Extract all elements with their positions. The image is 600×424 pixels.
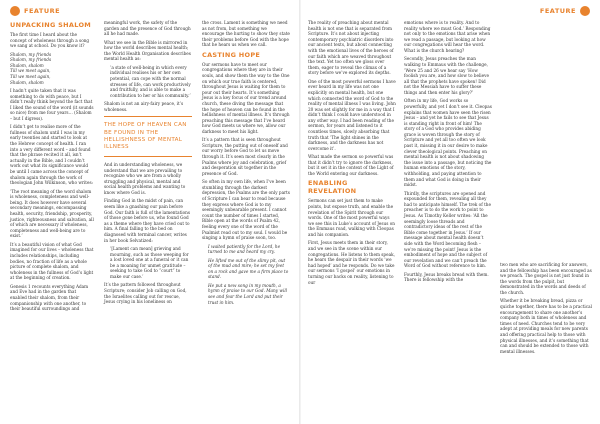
pull-quote: THE HOPE OF HEAVEN CAN BE FOUND IN THE HELLISHNESS OF MENTAL ILLNESS — [104, 116, 192, 157]
lyric-line: Shalom, my friends — [10, 51, 52, 57]
paragraph: emotions where is to reality. And to reality where we must God.’ Responding not only to the emotions that arise when we read a passage, but looking at how our congregations will hear the word. What is the church hearing? — [404, 20, 491, 53]
paragraph: It’s the pattern followed throughout Scripture; consider Job calling on God, the Israelites calling out for rescue, Jesus crying in his loneliness on — [104, 282, 187, 305]
left-column-3 — [202, 20, 290, 308]
paragraph: Our sermons have to meet our congregations where they are in their souls, and show them the way to the One on which our true faith is centered, throughout Jesus is waiting for them to pour out their hearts. It’s something Jesus is a key focus of our trend around church, these diving the message that the hope of heaven can be found in the hellishness of mental illness. It’s through preaching this message that I’ve heard how God meets us where we, allow our darkness to meet his light. — [202, 61, 290, 134]
right-column-3 — [500, 262, 592, 357]
paragraph: Sermons can set just them to make points, but expose truth, and enable the revelation of the Spirit through our words. One of the most powerful ways we see this in Luke’s account of Jesus on the Emmaus road, walking with Cleopas and his companion. — [308, 198, 395, 237]
paragraph: Often in my life, God works so powerfully, and yet I don’t see it. Cleopas explains that women have seen the risen Jesus – and yet he fails to see that Jesus is standing right in front of him! The story of a God who provides abiding grace is woven through the story of Scripture and yet all too often we look past it, missing it in our desire to make clever theological points. Preaching on mental health is not about shadowing the issue into a passage, but noticing the human emotions of the story, withholding, and paying attention to them and what God is doing in their midst. — [404, 98, 492, 188]
right-page-header — [540, 6, 590, 16]
paragraph: meaningful work, the safety of the garden and the presence of God through all he had made. — [104, 20, 191, 37]
psalm-quote: He put a new song in my mouth, a hymn of praise to our God. Many will see and fear the Lord and put their trust in him. — [208, 282, 288, 305]
lyric-line: Till we meet again, — [10, 68, 51, 74]
paragraph: I didn’t get to realise more of the fullness of shalom until I was in my early twenties and started to look at the Hebrew concept of health. I ran into a very different word – and found that the phrase recited it all, isn’t actually in the Bible, and I couldn’t work out what its significance would be until I came across the concept of shalom again through the work of theologian John Wilkinson, who writes: — [10, 124, 93, 186]
paragraph: Finding God in the midst of pain, can seem like a gnashing our pain before God. Our faith is full of the lamentations of those gone before us, who found God as a theme where they have cried out to him. A final falling to the bed on diagnosed with terminal cancer, writes in her book Selvatized: — [104, 198, 190, 243]
right-section-label: FEATURE — [539, 7, 576, 15]
song-lyrics — [10, 52, 94, 86]
section-heading-enabling-revelation: ENABLING REVELATION — [308, 179, 357, 196]
paragraph: It’s a pattern that is seen throughout Scripture, the putting out of oneself and our worry before God to let us move through it. It’s seen most clearly in the Psalms where joy and celebration, grief and desperation sit together in the presence of God. — [202, 137, 288, 176]
paragraph: So often in my own life, when I’ve been stumbling through the darkest depression, the Psalms are the only parts of Scripture I can bear to read because they express where God is to my seemingly unbearable present. I cannot count the number of times I started, Bible open at the words of Psalm 42, feeling every one of the word of the Psalmist read out to my soul. I would be singing a hymn of praise soon, too. — [202, 179, 290, 241]
left-page-header — [10, 6, 60, 16]
psalm-quote: I waited patiently for the Lord, he turned to me and heard my cry. — [208, 243, 281, 255]
left-section-label: FEATURE — [24, 7, 61, 15]
paragraph: Secondly, Jesus preaches the man walking to Emmaus with the challenge, ‘Were 25 and 26 we hear say ‘How foolish you are, and how slow to believe all that the prophets have spoken! Did not the Messiah have to suffer these things and then enter his glory?’ — [404, 56, 489, 95]
paragraph: The first time I heard about the concept of wholeness through a song we sang at school. Do you know it? — [10, 32, 90, 49]
paragraph: I hadn’t quite taken that it was something to do with peace, but I didn’t really think beyond the fact that I liked the sound of the word (it sounds so nice) from me four years… (Shalom – but I digress). — [10, 87, 94, 121]
paragraph: Shalom is not an airy-fairy peace, it’s wholeness. — [104, 101, 184, 112]
right-column-2 — [404, 20, 492, 286]
paragraph: What we see in the Bible is mirrored in how the world describes mental health; the World Health Organisation describes mental health as: — [104, 39, 191, 62]
paragraph: Thirdly, the scriptures are opened and expounded for them, revealing all they had to anticipate himself. The trek of the preacher is to do the work to point to Jesus. As Timothy Keller writes: ‘All the seemingly loose threads and contradictory ideas of the rest of the Bible come together in Jesus.’ If our message about mental health doesn’t side with the Word becoming flesh – we’re missing the point! Jesus is the embodiment of hope and the subject of our revelation and we can’t preach the Word of God without reference to him. — [404, 190, 491, 269]
right-page-number — [580, 6, 590, 16]
paragraph: The reality of preaching about mental health is not one that is separated from Scripture. It’s not about injecting contemporary psychiatric disorders into our ancient texts, but about connecting with the emotional lives of the heroes of our faith which are weaved throughout the text. Yet too often we gloss over them, eager to reveal the climax of a story before we’ve explored its depths. — [308, 20, 394, 76]
paragraph: Fourthly, Jesus breaks bread with them. There is fellowship with the — [404, 271, 489, 283]
paragraph: What made the sermon so powerful was that it didn’t try to ignore the darkness, but it set it in the context of the Light of the World entering our darkness. — [308, 154, 394, 177]
section-heading-unpacking-shalom: UNPACKING SHALOM — [10, 21, 92, 29]
left-column-1 — [10, 20, 94, 314]
lyric-line: Till we meet again, — [10, 73, 51, 79]
paragraph: Whether it be breaking bread, pizza or quiche together, there has to be a practical encouragement to share one another’s company both in times of wholeness and times of need. Churches tend to be very adept at providing meals for new parents and offering practical help to those with physical illnesses, and it’s something that can and should be extended to those with mental illnesses. — [500, 298, 592, 354]
lyric-line: Shalom, my friends — [10, 57, 52, 63]
left-page-number — [10, 6, 20, 16]
paragraph: It’s a beautiful vision of what God imagined for our lives – wholeness that includes relationships, including bodies, no fraction of life as a whole picture of complete shalom, and wholeness in the fullness of God’s light at the beginning of creation. — [10, 241, 94, 281]
right-page — [300, 0, 600, 424]
paragraph: And in understanding wholeness, we understand that we are prevailing to recognize who we are from a wholly struggling and physical, mental and social health problems and wanting to know where God is. — [104, 162, 186, 196]
paragraph: One of the most powerful sermons I have ever heard in my life was not one explicitly on mental health, but one which connected the word of God to the reality of mental illness I was living. John 20 was set slightly for me in a way that I didn’t think I could have understood in any other way. I had been reading of the sermon, for years and listened to it countless times, slowly absorbing that truth that ‘The light shines in the darkness, and the darkness has not overcome it’. — [308, 78, 396, 151]
left-column-2 — [104, 20, 192, 308]
right-column-1 — [308, 20, 396, 288]
paragraph: two men who are sacrificing for answers, and the fellowship has been encouraged as we preach. The gospel is not just found in the words from the pulpit, but demonstrated in the words and deeds of the church. — [500, 262, 592, 295]
paragraph: Genesis 1 recounts everything Adam and Eve had in the garden that enabled their shalom, from their companionship with one another, to their beautiful surroundings and — [10, 283, 89, 312]
paragraph: the cross. Lament is something we need as not from, but something we encourage the hurting to show they state their problems before God with the hope that he hears us when we call. — [202, 20, 290, 48]
psalm-quote: He lifted me out of the slimy pit, out of the mud and mire; he set my feet on a rock and gave me a firm place to stand. — [208, 257, 289, 280]
paragraph: First, Jesus meets them in their story, and we see in the scene within our congregations. He listens to them speak, he hears the despair in their words ‘we had hoped’ and he responds. Do we take our sermons ‘I gospel’ our emotions in turning our backs on reality, listening to our — [308, 240, 395, 285]
lyric-line: Shalom, shalom — [10, 79, 44, 85]
paragraph: ‘The root meaning of the word shalom is wholeness, completeness and well-being. It does however have several secondary meanings, encompassing health, security, friendship, prosperity, justice, righteousness and salvation, all of which are necessary if wholeness, completeness and well-being are to exist.’ — [10, 188, 94, 239]
block-quote: ‘[Lament can mean] grieving and mourning, such as those weeping for a lost loved one at a funeral or it can be a moaning for unmet gratitude – seeking to take God to “court” to make our case.’ — [110, 246, 189, 279]
block-quote: ‘a state of well-being in which every individual realises his or her own potential, can cope with the normal stresses of life, can work productively and fruitfully, and is able to make a contribution to her or his community.’ — [110, 64, 191, 98]
section-heading-casting-hope: CASTING HOPE — [202, 50, 261, 59]
lyric-line: Shalom, shalom — [10, 62, 44, 68]
